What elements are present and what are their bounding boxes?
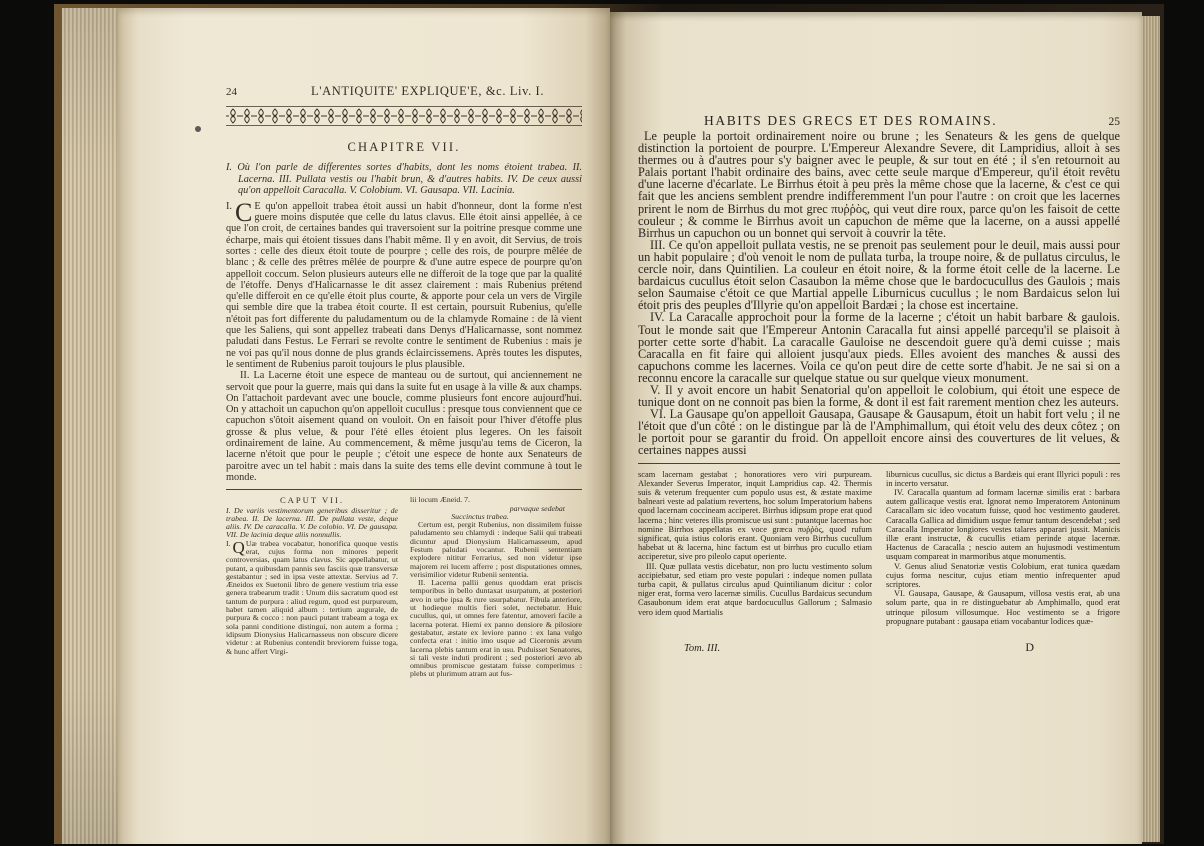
footnote-column-2 (886, 470, 1120, 626)
right-page-text-block (638, 110, 1120, 655)
latin-footnotes (638, 470, 1120, 626)
footnote-paragraph-text: Uæ trabea vocabatur, honorifica quoque vestis erat, cujus forma non minores peperit controversias, quam latus clavus. Sic appellabatur, ut putant, a quibusdam pannis seu fasciis quæ transversæ gestabantur ; sed in ipsa veste attextæ. Servius ad 7. Æneidos ex Suetonii libro de genere vestium tria esse genera trabearum tradit : Unum diis sacratum quod est tantum de purpura : aliud regum, quod est purpureum, habet tamen aliquid album : tertium augurale, de purpura & cocco : non pauci putant trabeam a toga ex sola panni conditione distingui, non autem a forma ; idipsum Dionysius Halicarnasseus non obscure dicere videtur : at Rubenius contendit breviorem fuisse toga, & hunc affert Virgi- (226, 538, 398, 656)
ornament-band (226, 106, 582, 126)
paragraph-vi: VI. La Gausape qu'on appelloit Gausapa, Gausape & Gausapum, étoit un habit fort velu ; il ne l'étoit que d'un côté : on le distingue par là de l'Amphimallum, qui étoit velu des deux côtez ; on le portoit pour se garantir du froid. On appelloit encore ainsi des couvertures de lit velues, & certaines nappes aussi (638, 407, 1120, 458)
page-footer (638, 630, 1120, 655)
page-stack-left (62, 8, 118, 844)
left-page (118, 8, 610, 844)
footnote-paragraph-v: V. Genus aliud Senatoriæ vestis Colobium, erat tunica quædam cujus forma nescitur, cujus etiam mentio infrequenter apud scriptores. (886, 561, 1120, 589)
running-head: L'ANTIQUITE' EXPLIQUE'E, &c. Liv. I. (311, 84, 545, 98)
footnote-paragraph-iv: IV. Caracalla quantum ad formam lacernæ similis erat : barbara autem gallicaque vestis erat. Ignorat nemo Imperatorem Antoninum Caracallam sic ideo vocatum fuisse, quod hoc vestimento gauderet. Caracalla Gallica ad dimidium usque femur tantum descendebat ; sed Caracalla Imperator longiores vestes talares apparari jussit. Manicis illæ erant instructæ, & cucullis etiam perinde atque lacernæ. Hactenus de Caracalla ; nescio autem an hujusmodi vestimentum usquam compareat in marmoribus atque monumentis. (886, 487, 1120, 562)
drop-cap: C (235, 197, 253, 227)
footnote-drop-cap: Q (232, 537, 245, 557)
footnote-paragraph-vi: VI. Gausapa, Gausape, & Gausapum, villosa vestis erat, ab una solum parte, qua in re distinguebatur ab Amphimallo, quod erat utrinque pilosum villosumque. Hoc vestimento se a frigore propugnare putabant : gausapa etiam vocabantur lodices quæ- (886, 589, 1120, 626)
footnote-paragraph: scam lacernam gestabat ; honoratiores vero viri purpuream. Alexander Severus Imperator, inquit Lampridius cap. 42. Thermis suis & veterum frequenter cum populo usus est, & æstate maxime balneari veste ad palatium revertens, hoc solum Imperatorium habens quod lacernam coccineam acciperet. Birrhus idipsum prope erat quod lacerna ; hinc veteres illis promiscue usi sunt : putantque lacernas hoc nomine Birrhos appellatas ex voce græca πυῤῥὸς, quod rufum significat, quia istius coloris erant. Quoniam vero Birrhus cucullum habebat ut & lacerna, hinc factum est ut birrhus pro cucullo etiam acciperetur, sive pro pileolo caput operiente. (638, 469, 872, 562)
running-head-row (226, 84, 582, 100)
footnote-caput: CAPUT VII. (279, 495, 345, 506)
right-page (610, 12, 1142, 844)
footnote-continuation: liburnicus cucullus, sic dictus a Bardæis qui erant Illyrici populi : res in incerto versatur. (886, 469, 1120, 488)
page-number: 24 (226, 86, 237, 98)
left-page-text-block (226, 84, 582, 679)
footnote-column-1 (226, 496, 398, 679)
volume-label: Tom. III. (684, 642, 721, 654)
running-head-row (638, 110, 1120, 126)
verse-line-2: Succinctus trabea. (451, 511, 509, 521)
footnote-paragraph: Certum est, pergit Rubenius, non dissimilem fuisse paludamento seu chlamydi : indeque Salii qui trabeati dicuntur apud Dionysium Halicarnasseum, apud Festum paludati vocantur. Rubenii sententiam explodere nititur Ferrarius, sed non videtur ipse majorem rei lucem afferre ; post disputationes omnes, verisimilior videtur Rubenii sententia. (410, 520, 582, 579)
paragraph-number: I. (226, 200, 233, 212)
footnote-paragraph-number: I. (226, 538, 231, 548)
page-mark (195, 126, 201, 132)
footnote-rule (638, 463, 1120, 464)
main-text (226, 197, 582, 483)
footnote-continuation: lii locum Æneid. 7. (410, 495, 470, 505)
footnote-paragraph-i (226, 537, 398, 656)
paragraph-text: E qu'on appelloit trabea étoit aussi un habit d'honneur, dont la forme n'est guere moins disputée que celle du latus clavus. Elle étoit ainsi appellée, à ce que l'on croit, de certaines bandes qui traversoient sur la poitrine presque comme une écharpe, mais qui étoient tissues dans l'habit même. Il y en avoit, dit Servius, de trois sortes : celle des dieux étoit toute de pourpre ; celle des rois, de pourpre mêlée de blanc ; & celle des prêtres mêlée de pourpre & d'une autre espece de pourpre qu'on appelloit coccum. Selon plusieurs auteurs elle ne differoit de la toge que par la qualité de l'étoffe. Denys d'Halicarnasse le dit assez clairement : mais Rubenius prétend qu'elle differoit en ce qu'elle étoit plus courte, & apporte pour cela un vers de Virgile qui semble dire que la trabea étoit courte. Il est certain, poursuit Rubenius, qu'elle n'étoit pas fort differente du paludamentum ou de la chlamyde Romaine : de là vient que les Saliens, qui sont appellez trabeati dans Denys d'Halicarnasse, sont nommez paludati dans Festus. Le Ferrari se revolte contre le sentiment de Rubenius : mais je ne voi pas qu'il nous donne de plus grands éclaircissemens. Après toutes les disputes, le sentiment de Rubenius paroit toujours le plus plausible. (226, 200, 582, 370)
latin-footnotes (226, 496, 582, 679)
paragraph-iii: III. Ce qu'on appelloit pullata vestis, ne se prenoit pas seulement pour le deuil, mais aussi pour un habit populaire ; d'où venoit le nom de pullata turba, la troupe noire, & de pullatus circulus, le cercle noir, dans Quintilien. La couleur en étoit noire, & la forme étoit celle de la lacerne. Le bardaicus cucullus étoit selon Casaubon la même chose que le bardocucullus des Gaulois ; mais selon Saumaise c'étoit ce que Martial appelle Liburnicus cucullus ; le nom Bardaicus selon lui étoit pris des peuples d'Illyrie qu'on appelloit Bardæi ; la chose est incertaine. (638, 237, 1120, 313)
running-head: HABITS DES GRECS ET DES ROMAINS. (704, 113, 998, 128)
footnote-column-1 (638, 470, 872, 626)
page-stack-right (1142, 16, 1160, 842)
footnote-summary: I. De variis vestimentorum generibus disseritur ; de trabea. II. De lacerna. III. De pullata veste, deque aliis. IV. De caracalla. V. De colobio. VI. De gausapa. VII. De lacinia deque aliis nonnullis. (226, 505, 398, 540)
footnote-column-2 (410, 496, 582, 679)
paragraph-i (226, 197, 582, 370)
chapter-summary: I. Où l'on parle de differentes sortes d'habits, dont les noms étoient trabea. II. Lacerna. III. Pullata vestis ou l'habit brun, & d'autres habits. IV. De ceux aussi qu'on appelloit Caracalla. V. Colobium. VI. Gausapa. VII. Lacinia. (226, 162, 582, 197)
footnote-rule (226, 489, 582, 490)
paragraph-iv: IV. La Caracalle approchoit pour la forme de la lacerne ; c'étoit un habit barbare & gaulois. Tout le monde sait que l'Empereur Antonin Caracalla fut ainsi appellé parcequ'il se plaisoit à porter cette sorte d'habit. La caracalle Gauloise ne descendoit guere qu'à demi cuisse ; mais Caracalla en fit faire qui alloient jusqu'aux pieds. Elles avoient des manches & aussi des capuchons comme les lacernes. Voila ce qu'on peut dire de cette sorte d'habit. Je ne sai si on a reconnu encore la caracalle sur quelque statue ou sur quelque vieux monument. (638, 310, 1120, 385)
signature-mark: D (1025, 639, 1034, 654)
verse-line-1: parvaque sedebat (509, 503, 565, 513)
paragraph-v: V. Il y avoit encore un habit Senatorial qu'on appelloit le colobium, qui étoit une espece de tunique dont on ne connoit pas bien la forme, & dont il est fait rarement mention chez les auteurs. (638, 382, 1120, 410)
page-number: 25 (1108, 116, 1120, 128)
paragraph-ii: II. La Lacerne étoit une espece de manteau ou de surtout, qui anciennement ne servoit que pour la guerre, mais qui dans la suite fut en usage à la ville & aux champs. On l'attachoit pardevant avec une boucle, comme plusieurs font encore aujourd'hui. On y attachoit un capuchon qu'on appelloit cucullus : presque tous conviennent que ce capuchon s'ôtoit aisement quand on vouloit. On en faisoit pour l'hiver d'étoffe plus grosse & plus velue, & pour l'été elles étoient plus legeres. On les faisoit ordinairement de laine. Au commencement, & même jusqu'au tems de Ciceron, la lacerne n'étoit que pour le peuple ; c'étoit une espece de honte aux Senateurs de paroitre avec un tel habit : mais dans la suite des tems elle devint commune à tout le monde. (226, 370, 582, 483)
footnote-paragraph-ii: II. Lacerna pallii genus quoddam erat priscis temporibus in bello duntaxat usurpatum, at posteriori ævo in urbe ipsa & rure usurpabatur. Fibula anteriore, ut hodieque multis fieri solet, nectebatur. Huic cucullus, qui, ut omnes fere fatentur, amoveri facile a lacerna poterat. Hiemi ex panno densiore & pilosiore gestabatur, æstate ex leviore panno : ex lana vulgo confecta erat : initio imo usque ad Ciceronis ævum lacerna plebis tantum erat in usu. Puduisset Senatores, si tali veste induti prodirent ; sed posteriori ævo ab omnibus promiscue gestatam fuisse comperimus : plebs ut plurimum atram aut fus- (410, 578, 582, 679)
main-text (638, 130, 1120, 457)
paragraph-continuation: Le peuple la portoit ordinairement noire ou brune ; les Senateurs & les gens de quelque distinction la portoient de pourpre. L'Empereur Alexandre Severe, dit Lampridius, alloit à ses thermes ou à d'autres pour s'y baigner avec le peuple, & sur tout en été ; il s'en retournoit au Palais portant l'habit ordinaire des bains, avec cette seule marque d'Empereur, qu'il étoit revêtu d'une lacerne d'écarlate. Le Birrhus étoit à peu près la même chose que la lacerne, & c'est ce qui fait que les anciens semblent prendre indifferemment l'un pour l'autre : on croit que les lacernes prirent le nom de Birrhus du mot grec πυῤῥὸς, qui veut dire roux, parce qu'on les faisoit de cette couleur ; & comme le Birrhus avoit un capuchon de même que la lacerne, on a aussi appellé Birrhus un capuchon ou un bonnet qui servoit à couvrir la tête. (638, 129, 1120, 240)
footnote-paragraph-iii: III. Quæ pullata vestis dicebatur, non pro luctu vestimento solum accipiebatur, sed etiam pro veste populari : indeque nomen pullata turba capit, & pullatus circulus apud Quintilianum dicitur : color niger erat, forma vero lacernæ similis. Cucullus Bardaicus secundum Casaubonum idem erat atque bardocucullus Gallorum ; Salmasio vero idem quod Martialis (638, 561, 872, 617)
chapter-title: CHAPITRE VII. (347, 140, 461, 154)
